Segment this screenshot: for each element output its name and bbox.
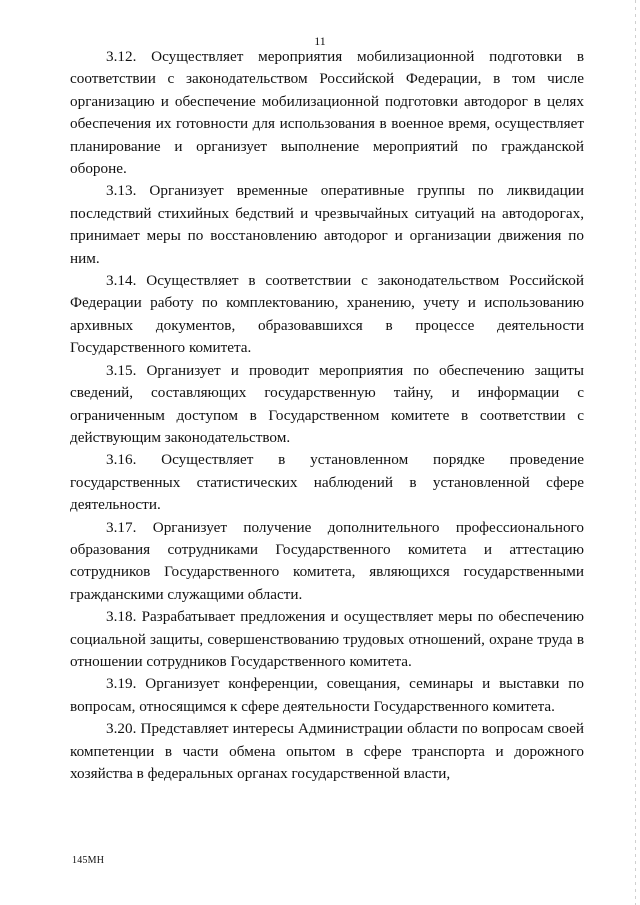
paragraph-3-18: 3.18. Разрабатывает предложения и осуществляет меры по обеспечению социальной защиты, совершенствованию трудовых отношений, охране труда в отношении сотрудников Государственного комитета. bbox=[70, 608, 584, 670]
paragraph-3-16: 3.16. Осуществляет в установленном порядке проведение государственных статистических наблюдений в установленной сфере деятельности. bbox=[70, 451, 584, 514]
paragraph-3-14: 3.14. Осуществляет в соответствии с законодательством Российской Федерации работу по комплектованию, хранению, учету и использованию архивных документов, образовавшихся в процессе деятельности Государственного комитета. bbox=[70, 272, 584, 357]
page-number: 11 bbox=[314, 34, 326, 48]
paragraph-3-19: 3.19. Организует конференции, совещания, семинары и выставки по вопросам, относящимся к сфере деятельности Государственного комитета. bbox=[70, 675, 584, 715]
scan-edge-line bbox=[635, 0, 636, 905]
paragraph-3-17: 3.17. Организует получение дополнительного профессионального образования сотрудниками Государственного комитета и аттестацию сотрудников Государственного комитета, являющихся государственными гражданскими служащими области. bbox=[70, 518, 584, 603]
document-code: 145МН bbox=[72, 855, 105, 866]
document-body bbox=[70, 46, 584, 785]
paragraph-3-13: 3.13. Организует временные оперативные группы по ликвидации последствий стихийных бедствий и чрезвычайных ситуаций на автодорогах, принимает меры по восстановлению автодорог и организации движения по ним. bbox=[70, 182, 584, 267]
paragraph-3-12: 3.12. Осуществляет мероприятия мобилизационной подготовки в соответствии с законодательством Российской Федерации, в том числе организацию и обеспечение мобилизационной подготовки автодорог в целях обеспечения их готовности для использования в военное время, осуществляет планирование и организует выполнение мероприятий по гражданской обороне. bbox=[70, 48, 584, 178]
paragraph-3-20: 3.20. Представляет интересы Администрации области по вопросам своей компетенции в части обмена опытом в сфере транспорта и дорожного хозяйства в федеральных органах государственной власти, bbox=[70, 720, 584, 782]
paragraph-3-15: 3.15. Организует и проводит мероприятия по обеспечению защиты сведений, составляющих государственную тайну, и информации с ограниченным доступом в Государственном комитете в соответствии с действующим законодательством. bbox=[70, 361, 584, 446]
